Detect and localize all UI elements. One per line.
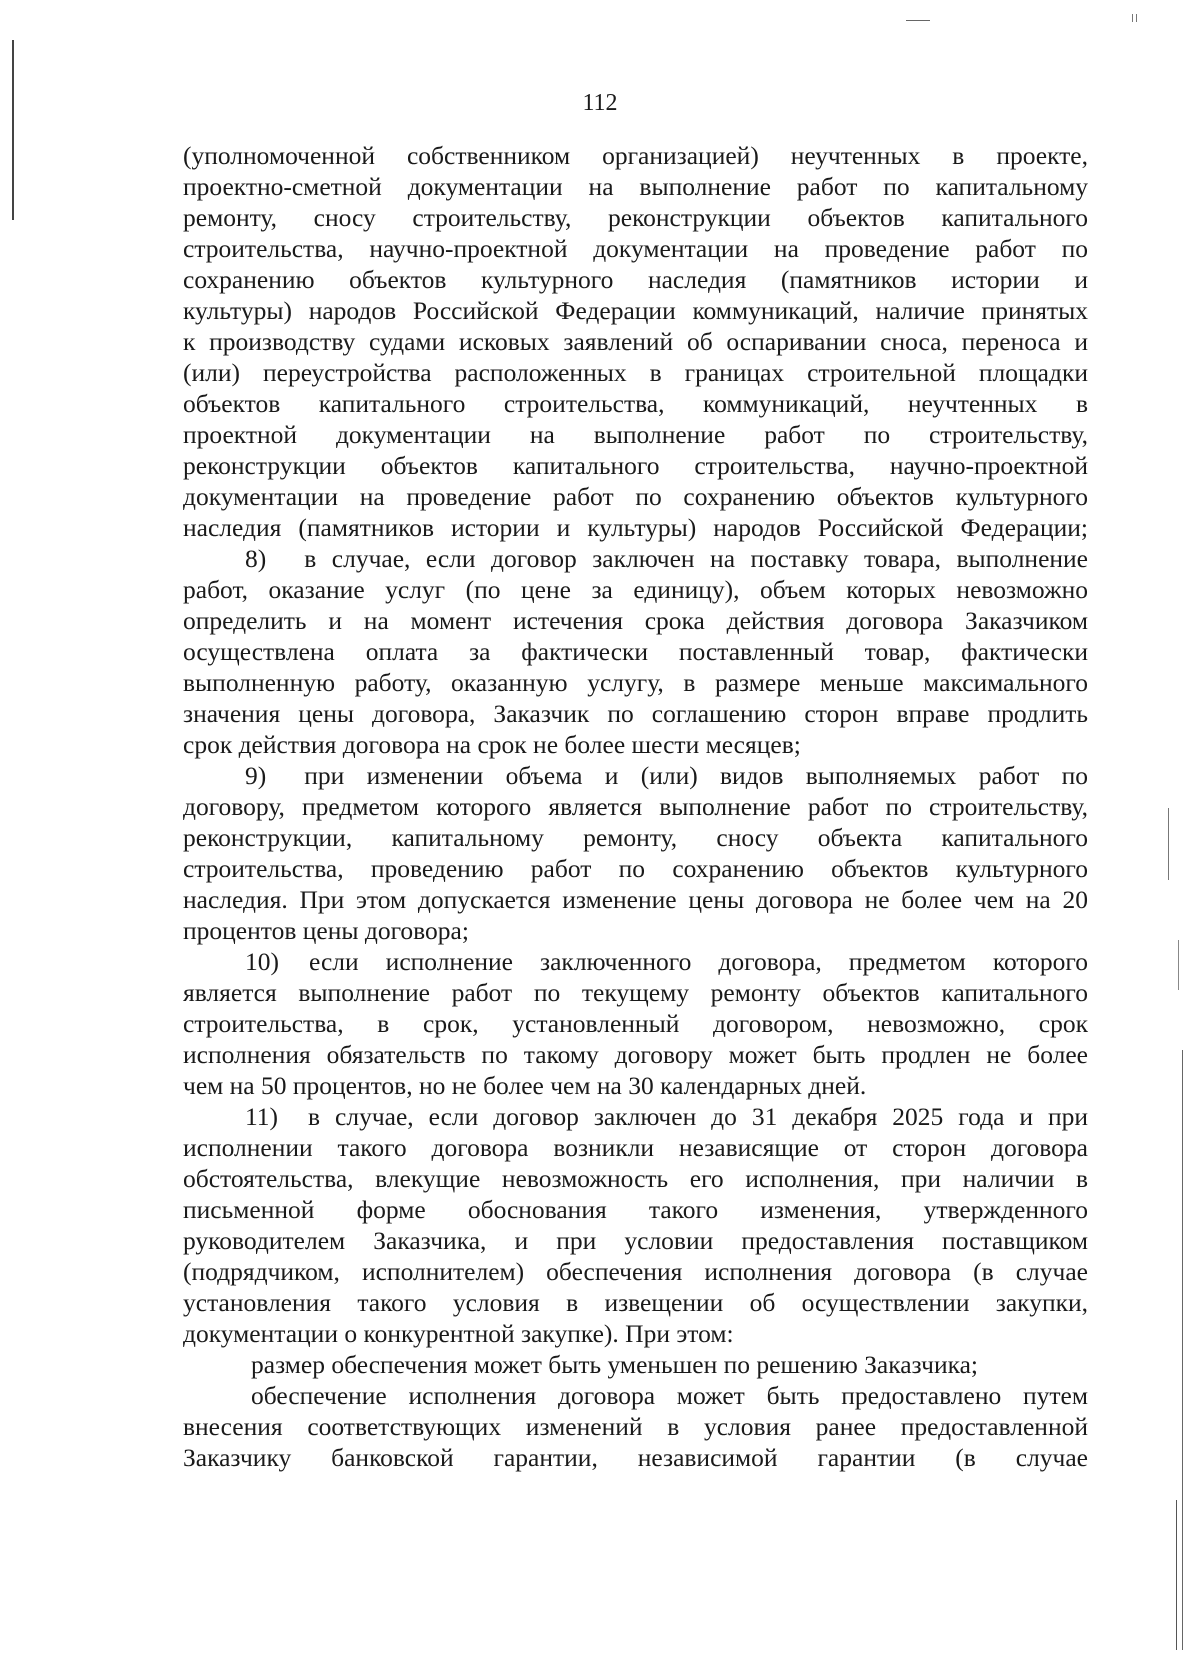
text-line: руководителем Заказчика, и при условии предоставления поставщиком	[183, 1226, 1088, 1255]
text-line: строительства, научно-проектной документации на проведение работ по	[183, 234, 1088, 263]
text-line: ремонту, сносу строительству, реконструкции объектов капитального	[183, 203, 1088, 232]
scan-edge-line-right-4	[1176, 1500, 1177, 1650]
text-line: значения цены договора, Заказчик по соглашению сторон вправе продлить	[183, 699, 1088, 728]
text-line: исполнения обязательств по такому договору может быть продлен не более	[183, 1040, 1088, 1069]
list-item-8	[183, 543, 1088, 574]
page-number: 112	[582, 90, 618, 116]
list-item-10	[183, 946, 1088, 977]
text-line: внесения соответствующих изменений в условия ранее предоставленной	[183, 1412, 1088, 1441]
item-number: 10)	[245, 947, 279, 976]
text-line: срок действия договора на срок не более шести месяцев;	[183, 730, 801, 759]
item-number: 11)	[245, 1102, 279, 1131]
text-line: является выполнение работ по текущему ремонту объектов капитального	[183, 978, 1088, 1007]
text-line: (или) переустройства расположенных в границах строительной площадки	[183, 358, 1088, 387]
item-number: 8)	[245, 544, 267, 573]
text-line: к производству судами исковых заявлений об оспаривании сноса, переноса и	[183, 327, 1088, 356]
text-line: исполнении такого договора возникли независящие от сторон договора	[183, 1133, 1088, 1162]
text-line: (подрядчиком, исполнителем) обеспечения исполнения договора (в случае	[183, 1257, 1088, 1286]
text-line: работ, оказание услуг (по цене за единицу), объем которых невозможно	[183, 575, 1088, 604]
text-line: обстоятельства, влекущие невозможность его исполнения, при наличии в	[183, 1164, 1088, 1193]
text-line: документации на проведение работ по сохранению объектов культурного	[183, 482, 1088, 511]
text-line: осуществлена оплата за фактически поставленный товар, фактически	[183, 637, 1088, 666]
text-line: наследия (памятников истории и культуры) народов Российской Федерации;	[183, 513, 1088, 542]
text-line: размер обеспечения может быть уменьшен по решению Заказчика;	[251, 1350, 978, 1379]
scan-edge-line-right-3	[1182, 1050, 1183, 1650]
text-line: письменной форме обоснования такого изменения, утвержденного	[183, 1195, 1088, 1224]
scan-mark-top-right-2	[1132, 14, 1133, 22]
item-text: в случае, если договор заключен на поставку товара, выполнение	[304, 544, 1088, 573]
text-line: объектов капитального строительства, коммуникаций, неучтенных в	[183, 389, 1088, 418]
scan-edge-line-right-2	[1178, 940, 1179, 990]
text-line: обеспечение исполнения договора может быть предоставлено путем	[251, 1381, 1088, 1410]
item-text: в случае, если договор заключен до 31 декабря 2025 года и при	[308, 1102, 1088, 1131]
text-line: процентов цены договора;	[183, 916, 469, 945]
text-line: Заказчику банковской гарантии, независимой гарантии (в случае	[183, 1443, 1088, 1472]
text-line: сохранению объектов культурного наследия (памятников истории и	[183, 265, 1088, 294]
text-line: документации о конкурентной закупке). При этом:	[183, 1319, 734, 1348]
list-item-9	[183, 760, 1088, 791]
text-line: договору, предметом которого является выполнение работ по строительству,	[183, 792, 1088, 821]
item-text: при изменении объема и (или) видов выполняемых работ по	[304, 761, 1088, 790]
text-line: строительства, проведению работ по сохранению объектов культурного	[183, 854, 1088, 883]
text-line: реконструкции, капитальному ремонту, сносу объекта капитального	[183, 823, 1088, 852]
text-line: (уполномоченной собственником организацией) неучтенных в проекте,	[183, 141, 1088, 170]
item-number: 9)	[245, 761, 267, 790]
document-body	[183, 140, 1088, 1473]
text-line: определить и на момент истечения срока действия договора Заказчиком	[183, 606, 1088, 635]
list-item-11	[183, 1101, 1088, 1132]
text-line: установления такого условия в извещении об осуществлении закупки,	[183, 1288, 1088, 1317]
text-line: реконструкции объектов капитального строительства, научно-проектной	[183, 451, 1088, 480]
text-line: культуры) народов Российской Федерации коммуникаций, наличие принятых	[183, 296, 1088, 325]
scan-mark-top-right-3	[1136, 14, 1137, 22]
item-text: если исполнение заключенного договора, предметом которого	[309, 947, 1088, 976]
text-line: проектной документации на выполнение работ по строительству,	[183, 420, 1088, 449]
scan-edge-line-left	[12, 40, 14, 220]
text-line: строительства, в срок, установленный договором, невозможно, срок	[183, 1009, 1088, 1038]
text-line: проектно-сметной документации на выполнение работ по капитальному	[183, 172, 1088, 201]
scan-mark-top-right	[906, 20, 930, 21]
text-line: наследия. При этом допускается изменение цены договора не более чем на 20	[183, 885, 1088, 914]
text-line: выполненную работу, оказанную услугу, в размере меньше максимального	[183, 668, 1088, 697]
text-line: чем на 50 процентов, но не более чем на 30 календарных дней.	[183, 1071, 867, 1100]
scan-edge-line-right-1	[1168, 808, 1169, 880]
